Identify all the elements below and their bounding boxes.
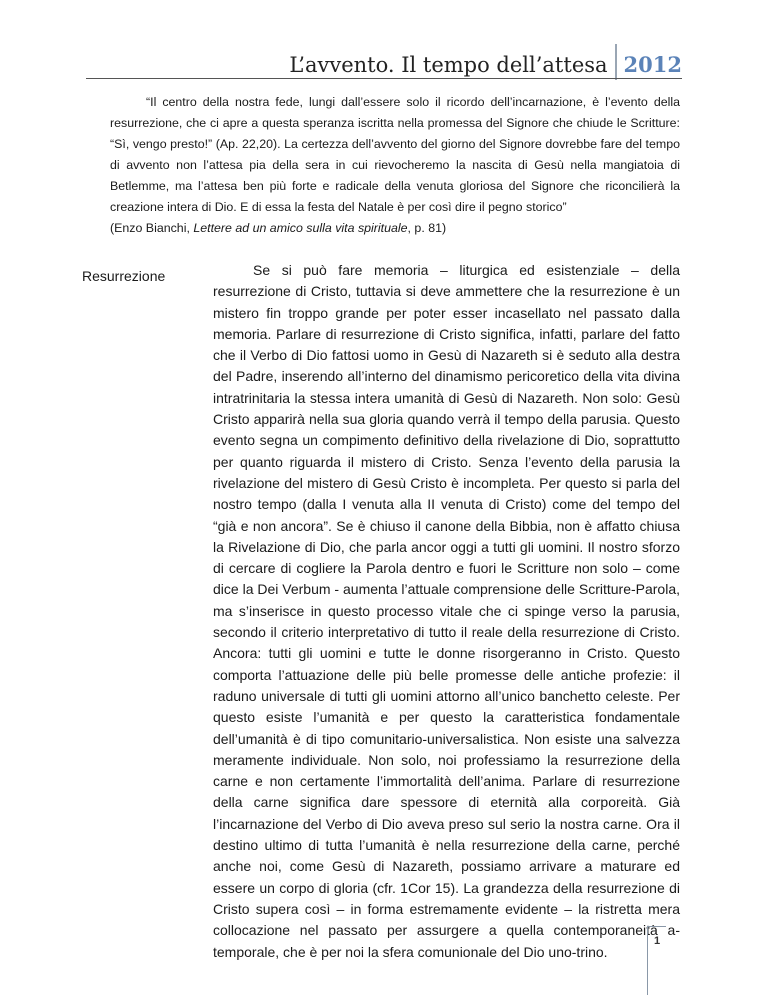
epigraph-quote [110, 92, 680, 239]
quote-text: “Il centro della nostra fede, lungi dall’essere solo il ricordo dell’incarnazione, è l’evento della resurrezione, che ci apre a questa speranza iscritta nella promessa del Signore che chiude le Scritture: “Sì, vengo presto!” (Ap. 22,20). La certezza dell’avvento del giorno del Signore dovrebbe fare del tempo di avvento non l’attesa pia della sera in cui rievocheremo la nascita di Gesù nella mangiatoia di Betlemme, ma l’attesa ben più forte e radicale della venuta gloriosa del Signore che riconcilierà la creazione intera di Dio. E di essa la festa del Natale è per così dire il pegno storico” [110, 95, 680, 214]
quote-citation-title: Lettere ad un amico sulla vita spirituale [193, 221, 408, 235]
page-header [289, 44, 682, 80]
quote-citation-suffix: , p. 81) [407, 221, 447, 235]
page-number-box [647, 926, 666, 995]
quote-citation-prefix: (Enzo Bianchi, [110, 221, 194, 235]
section-label: Resurrezione [82, 268, 166, 284]
section-body [213, 260, 680, 963]
header-title: L’avvento. Il tempo dell’attesa [289, 53, 608, 77]
header-year: 2012 [623, 52, 682, 77]
section-body-text: Se si può fare memoria – liturgica ed esistenziale – della resurrezione di Cristo, tuttavia si deve ammettere che la resurrezione è un mistero fin troppo grande per poter esser incasellato nel passato dalla memoria. Parlare di resurrezione di Cristo significa, infatti, parlare del fatto che il Verbo di Dio fattosi uomo in Gesù di Nazareth si è seduto alla destra del Padre, inserendo all’interno del dinamismo pericoretico della vita divina intratrinitaria la stessa intera umanità di Gesù di Nazareth. Non solo: Gesù Cristo apparirà nella sua gloria quando verrà il tempo della parusia. Questo evento segna un compimento definitivo della rivelazione di Dio, soprattutto per quanto riguarda il mistero di Cristo. Senza l’evento della parusia la rivelazione del mistero di Gesù Cristo è incompleta. Per questo si parla del nostro tempo (dalla I venuta alla II venuta di Cristo) come del tempo del “già e non ancora”. Se è chiuso il canone della Bibbia, non è affatto chiusa la Rivelazione di Dio, che parla ancor oggi a tutti gli uomini. Il nostro sforzo di cercare di cogliere la Parola dentro e fuori le Scritture non solo – come dice la Dei Verbum - aumenta l’attuale comprensione delle Scritture-Parola, ma s’inserisce in questo processo vitale che ci spinge verso la parusia, secondo il criterio interpretativo di tutto il reale della resurrezione di Cristo. Ancora: tutti gli uomini e tutte le donne risorgeranno in Cristo. Questo comporta l’attuazione delle più belle promesse delle antiche profezie: il raduno universale di tutti gli uomini attorno all’unico banchetto celeste. Per questo esiste l’umanità e per questo la caratteristica fondamentale dell’umanità è di tipo comunitario-universalistica. Non esiste una salvezza meramente individuale. Non solo, noi professiamo la resurrezione della carne e non certamente l’immortalità dell’anima. Parlare di resurrezione della carne significa dare spessore di eternità alla corporeità. Già l’incarnazione del Verbo di Dio aveva preso sul serio la nostra carne. Ora il destino ultimo di tutta l’umanità è nella resurrezione della carne, perché anche noi, come Gesù di Nazareth, possiamo arrivare a maturare ed essere un corpo di gloria (cfr. 1Cor 15). La grandezza della resurrezione di Cristo supera così – in forma estremamente evidente – la ristretta mera collocazione nel passato per assurgere a quella contemporaneità a-temporale, che è per noi la sfera comunionale del Dio uno-trino. [213, 262, 680, 960]
page-number: 1 [653, 935, 661, 947]
header-rule [86, 78, 682, 79]
